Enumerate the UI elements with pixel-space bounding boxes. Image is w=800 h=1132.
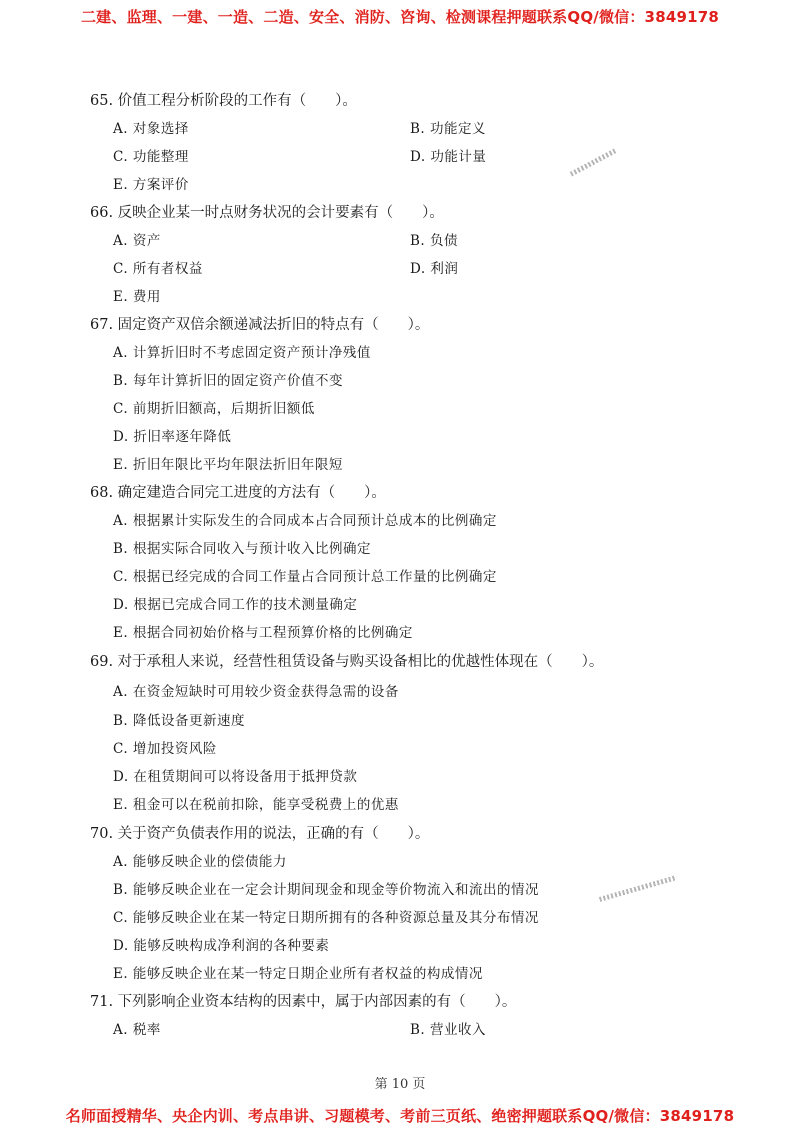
question-66-option-d: D. 利润 bbox=[410, 261, 459, 277]
question-66-option-b: B. 负债 bbox=[410, 233, 459, 249]
question-68-stem: 68. 确定建造合同完工进度的方法有（ ）。 bbox=[90, 485, 386, 501]
question-67-option-b: B. 每年计算折旧的固定资产价值不变 bbox=[113, 373, 344, 389]
question-66-option-c: C. 所有者权益 bbox=[113, 261, 203, 277]
question-65-stem: 65. 价值工程分析阶段的工作有（ ）。 bbox=[90, 93, 357, 109]
watermark-stamp bbox=[570, 149, 616, 177]
question-70-option-d: D. 能够反映构成净利润的各种要素 bbox=[113, 938, 330, 954]
bottom-promo-banner: 名师面授精华、央企内训、考点串讲、习题模考、考前三页纸、绝密押题联系QQ/微信：3849178 bbox=[65, 1107, 735, 1125]
question-67-stem: 67. 固定资产双倍余额递减法折旧的特点有（ ）。 bbox=[90, 317, 430, 333]
question-67-option-e: E. 折旧年限比平均年限法折旧年限短 bbox=[113, 457, 343, 473]
watermark-stamp bbox=[599, 875, 677, 902]
top-promo-banner: 二建、监理、一建、一造、二造、安全、消防、咨询、检测课程押题联系QQ/微信：3849178 bbox=[80, 8, 720, 26]
question-69-option-c: C. 增加投资风险 bbox=[113, 741, 217, 757]
question-66-option-a: A. 资产 bbox=[113, 233, 161, 249]
question-71-option-a: A. 税率 bbox=[113, 1022, 161, 1038]
question-70-stem: 70. 关于资产负债表作用的说法，正确的有（ ）。 bbox=[90, 826, 430, 842]
question-70-option-c: C. 能够反映企业在某一特定日期所拥有的各种资源总量及其分布情况 bbox=[113, 910, 539, 926]
question-69-option-a: A. 在资金短缺时可用较少资金获得急需的设备 bbox=[113, 684, 399, 700]
question-71-option-b: B. 营业收入 bbox=[410, 1022, 487, 1038]
question-68-option-b: B. 根据实际合同收入与预计收入比例确定 bbox=[113, 541, 372, 557]
question-65-option-c: C. 功能整理 bbox=[113, 149, 189, 165]
question-66-stem: 66. 反映企业某一时点财务状况的会计要素有（ ）。 bbox=[90, 205, 444, 221]
question-68-option-c: C. 根据已经完成的合同工作量占合同预计总工作量的比例确定 bbox=[113, 569, 497, 585]
page-number: 第 10 页 bbox=[374, 1077, 426, 1092]
question-67-option-a: A. 计算折旧时不考虑固定资产预计净残值 bbox=[113, 345, 371, 361]
question-71-stem: 71. 下列影响企业资本结构的因素中，属于内部因素的有（ ）。 bbox=[90, 994, 517, 1010]
question-65-option-d: D. 功能计量 bbox=[410, 149, 487, 165]
question-65-option-a: A. 对象选择 bbox=[113, 121, 189, 137]
question-70-option-a: A. 能够反映企业的偿债能力 bbox=[113, 854, 287, 870]
question-69-option-e: E. 租金可以在税前扣除，能享受税费上的优惠 bbox=[113, 797, 399, 813]
question-67-option-c: C. 前期折旧额高，后期折旧额低 bbox=[113, 401, 315, 417]
question-69-stem: 69. 对于承租人来说，经营性租赁设备与购买设备相比的优越性体现在（ ）。 bbox=[90, 654, 604, 670]
question-68-option-e: E. 根据合同初始价格与工程预算价格的比例确定 bbox=[113, 625, 413, 641]
question-68-option-a: A. 根据累计实际发生的合同成本占合同预计总成本的比例确定 bbox=[113, 513, 497, 529]
question-69-option-d: D. 在租赁期间可以将设备用于抵押贷款 bbox=[113, 769, 358, 785]
question-68-option-d: D. 根据已完成合同工作的技术测量确定 bbox=[113, 597, 358, 613]
question-65-option-e: E. 方案评价 bbox=[113, 177, 189, 193]
question-65-option-b: B. 功能定义 bbox=[410, 121, 487, 137]
question-66-option-e: E. 费用 bbox=[113, 289, 161, 305]
question-69-option-b: B. 降低设备更新速度 bbox=[113, 713, 246, 729]
question-70-option-e: E. 能够反映企业在某一特定日期企业所有者权益的构成情况 bbox=[113, 966, 483, 982]
question-70-option-b: B. 能够反映企业在一定会计期间现金和现金等价物流入和流出的情况 bbox=[113, 882, 540, 898]
question-67-option-d: D. 折旧率逐年降低 bbox=[113, 429, 232, 445]
